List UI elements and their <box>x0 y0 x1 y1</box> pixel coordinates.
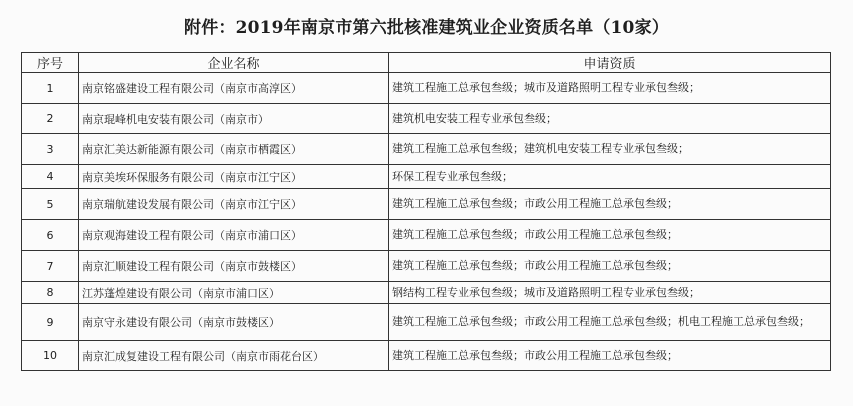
row-index: 9 <box>22 304 79 341</box>
row-qualification: 环保工程专业承包叁级； <box>389 165 831 189</box>
row-index: 3 <box>22 134 79 165</box>
row-company: 江苏蓬煌建设有限公司（南京市浦口区） <box>79 282 389 304</box>
table-row <box>22 251 831 282</box>
table-row <box>22 282 831 304</box>
header-index: 序号 <box>22 53 79 73</box>
row-index: 8 <box>22 282 79 304</box>
qualification-table <box>21 52 831 371</box>
row-company: 南京瑞航建设发展有限公司（南京市江宁区） <box>79 189 389 220</box>
row-index: 1 <box>22 73 79 104</box>
row-index: 2 <box>22 104 79 134</box>
row-company: 南京琨峰机电安装有限公司（南京市） <box>79 104 389 134</box>
header-company: 企业名称 <box>79 53 389 73</box>
row-qualification: 建筑工程施工总承包叁级；市政公用工程施工总承包叁级； <box>389 341 831 371</box>
row-qualification: 建筑工程施工总承包叁级；城市及道路照明工程专业承包叁级； <box>389 73 831 104</box>
row-index: 6 <box>22 220 79 251</box>
row-index: 5 <box>22 189 79 220</box>
row-qualification: 建筑工程施工总承包叁级；市政公用工程施工总承包叁级； <box>389 189 831 220</box>
row-company: 南京汇美达新能源有限公司（南京市栖霞区） <box>79 134 389 165</box>
table-row <box>22 304 831 341</box>
table-row <box>22 189 831 220</box>
row-company: 南京美埃环保服务有限公司（南京市江宁区） <box>79 165 389 189</box>
row-index: 7 <box>22 251 79 282</box>
row-qualification: 建筑工程施工总承包叁级；建筑机电安装工程专业承包叁级； <box>389 134 831 165</box>
row-company: 南京汇顺建设工程有限公司（南京市鼓楼区） <box>79 251 389 282</box>
table-row <box>22 341 831 371</box>
table-header-row <box>22 53 831 73</box>
row-qualification: 建筑工程施工总承包叁级；市政公用工程施工总承包叁级；机电工程施工总承包叁级； <box>389 304 831 341</box>
row-qualification: 建筑机电安装工程专业承包叁级； <box>389 104 831 134</box>
table-row <box>22 134 831 165</box>
row-company: 南京守永建设有限公司（南京市鼓楼区） <box>79 304 389 341</box>
table-row <box>22 104 831 134</box>
row-company: 南京汇成复建设工程有限公司（南京市雨花台区） <box>79 341 389 371</box>
table-row <box>22 165 831 189</box>
row-qualification: 钢结构工程专业承包叁级；城市及道路照明工程专业承包叁级； <box>389 282 831 304</box>
row-index: 10 <box>22 341 79 371</box>
header-qualification: 申请资质 <box>389 53 831 73</box>
table-row <box>22 73 831 104</box>
table-row <box>22 220 831 251</box>
row-index: 4 <box>22 165 79 189</box>
row-company: 南京铭盛建设工程有限公司（南京市高淳区） <box>79 73 389 104</box>
row-qualification: 建筑工程施工总承包叁级；市政公用工程施工总承包叁级； <box>389 251 831 282</box>
row-company: 南京观海建设工程有限公司（南京市浦口区） <box>79 220 389 251</box>
page-title: 附件：2019年南京市第六批核准建筑业企业资质名单（10家） <box>184 18 669 38</box>
row-qualification: 建筑工程施工总承包叁级；市政公用工程施工总承包叁级； <box>389 220 831 251</box>
